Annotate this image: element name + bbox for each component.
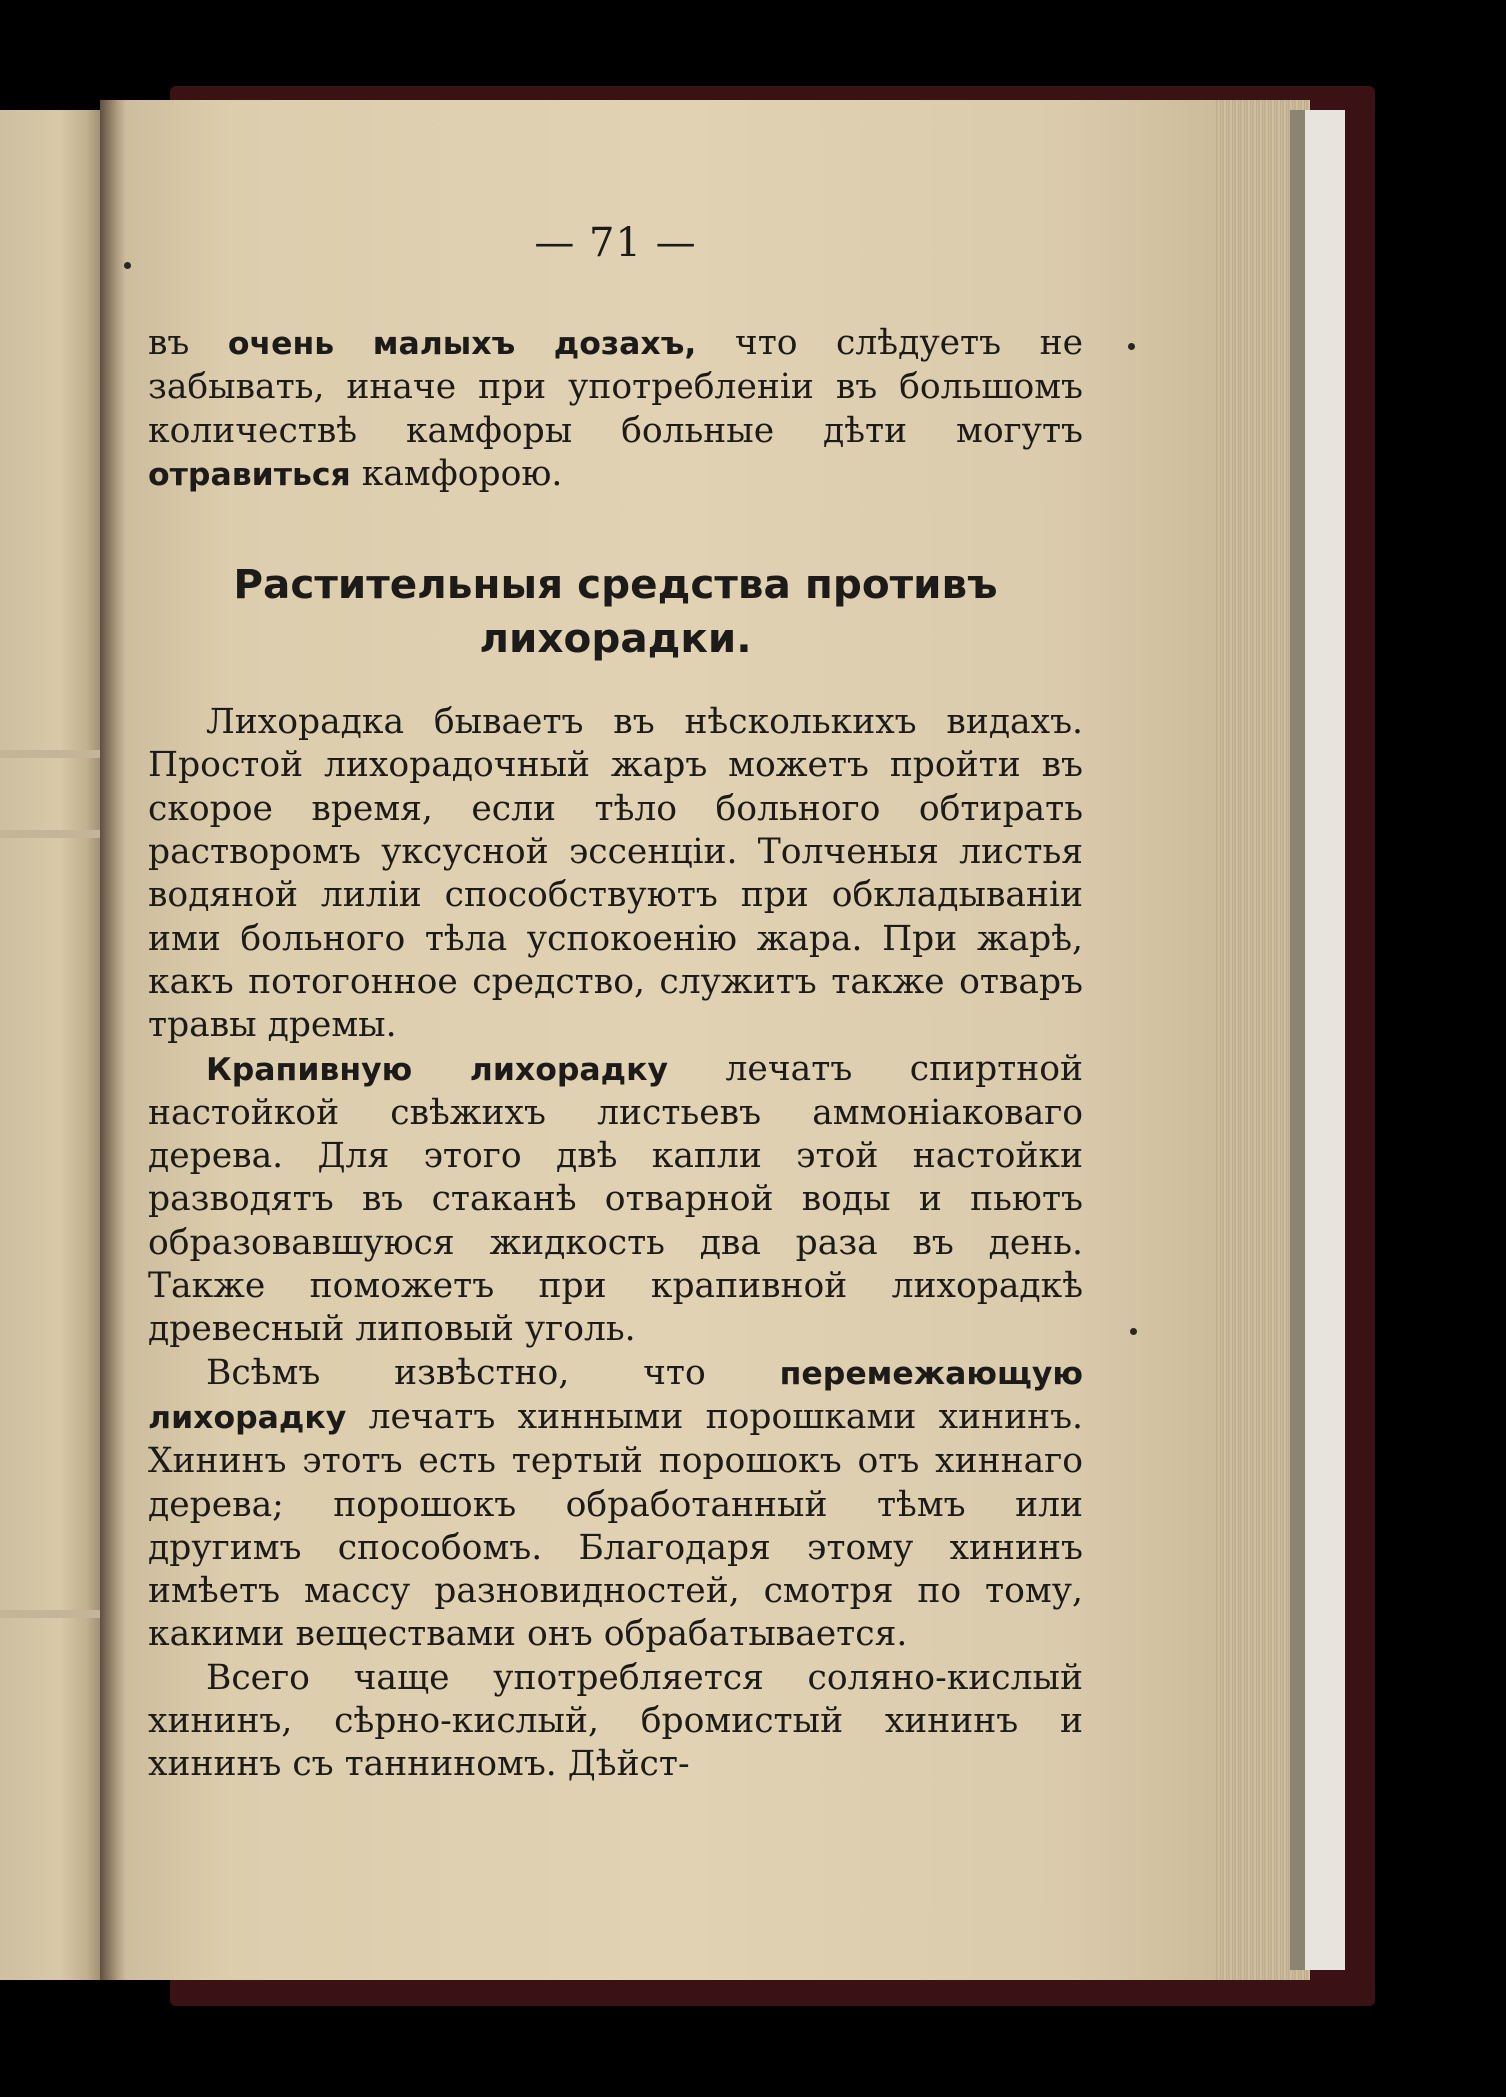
intro-text: камфорою. [350, 453, 563, 494]
page-gutter [100, 100, 126, 1980]
section-heading: Растительныя средства противъ лихорадки. [233, 560, 998, 663]
page-number: — 71 — [534, 220, 697, 266]
paragraph-bold: перемежающую лихорадку [148, 1355, 1083, 1436]
ink-dot [1130, 1328, 1137, 1335]
paragraph-text: лечатъ спиртной настойкой свѣжихъ листьевъ аммонiаковаго дерева. Для этого двѣ капли этой настойки разводятъ въ стаканѣ отварной воды и пьютъ образовавшуюся жидкость два раза въ день. Также поможетъ при крапивной лихорадкѣ древесный липовый уголь. [148, 1048, 1084, 1350]
paragraph-text: Всѣмъ извѣстно, что [206, 1352, 780, 1393]
paragraph-bold: Крапивную лихорадку [206, 1051, 669, 1088]
intro-paragraph [148, 322, 1083, 497]
ink-dot [124, 262, 131, 269]
intro-text: въ [148, 323, 228, 363]
paragraph-nettle-fever [148, 1048, 1083, 1352]
paragraph-quinine-types: Всего чаще употребляется соляно-кислый хининъ, сѣрно-кислый, бромистый хининъ и хининъ съ танниномъ. Дѣйст- [148, 1657, 1083, 1785]
paragraph-fever-types: Лихорадка бываетъ въ нѣсколькихъ видахъ. Простой лихорадочный жаръ можетъ пройти въ скорое время, если тѣло больного обтирать растворомъ уксусной эссенцiи. Толченыя листья водяной лилiи способствуютъ при обкладыванiи ими больного тѣла успокоенiю жара. При жарѣ, какъ потогонное средство, служитъ также отваръ травы дремы. [148, 702, 1083, 1046]
intro-bold: очень малыхъ дозахъ, [227, 326, 697, 362]
intro-text: что слѣдуетъ не забывать, иначе при употребленiи въ большомъ количествѣ камфоры больные дѣти могутъ [148, 323, 1084, 451]
left-page [0, 110, 108, 1980]
left-page-bleed-line [0, 750, 100, 758]
paper-strip [1305, 110, 1345, 1970]
paragraph-intermittent-fever [148, 1352, 1083, 1657]
left-page-bleed-line [0, 830, 100, 838]
ink-dot [1128, 343, 1135, 350]
page-text [148, 220, 1083, 1787]
intro-bold: отравиться [148, 456, 351, 493]
paragraph-text: лечатъ хинными порошками хининъ. Хининъ этотъ есть тертый порошокъ отъ хиннаго дерева; порошокъ обработанный тѣмъ или другимъ способомъ. Благодаря этому хининъ имѣетъ массу разновидностей, смотря по тому, какими веществами онъ обрабатывается. [148, 1396, 1083, 1655]
left-page-bleed-line [0, 1610, 100, 1618]
